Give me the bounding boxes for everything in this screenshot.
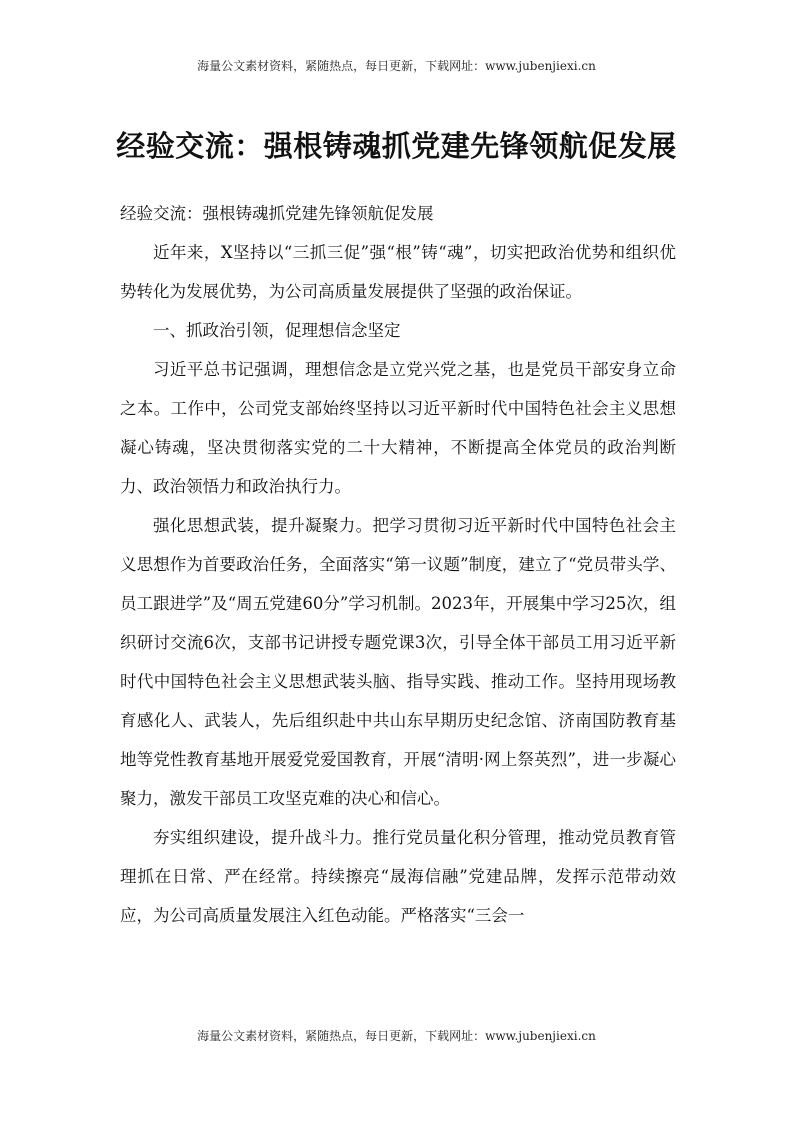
document-body: [120, 194, 676, 935]
page-header: 海量公文素材资料，紧随热点，每日更新，下载网址：www.jubenjiexi.cn: [197, 59, 596, 73]
body-paragraph: 近年来，X坚持以“三抓三促”强“根”铸“魂”，切实把政治优势和组织优势转化为发展优势，为公司高质量发展提供了坚强的政治保证。: [120, 243, 676, 301]
section-heading: 一、抓政治引领，促理想信念坚定: [153, 321, 401, 340]
document-title: 经验交流：强根铸魂抓党建先锋领航促发展: [116, 129, 677, 163]
body-paragraph: 夯实组织建设，提升战斗力。推行党员量化积分管理，推动党员教育管理抓在日常、严在经常。持续擦亮“晟海信融”党建品牌，发挥示范带动效应，为公司高质量发展注入红色动能。严格落实“三会一: [120, 828, 676, 925]
subtitle-paragraph: 经验交流：强根铸魂抓党建先锋领航促发展: [120, 204, 434, 223]
body-paragraph: 习近平总书记强调，理想信念是立党兴党之基，也是党员干部安身立命之本。工作中，公司党支部始终坚持以习近平新时代中国特色社会主义思想凝心铸魂，坚决贯彻落实党的二十大精神，不断提高全体党员的政治判断力、政治领悟力和政治执行力。: [120, 360, 676, 496]
page-footer: 海量公文素材资料，紧随热点，每日更新，下载网址：www.jubenjiexi.cn: [197, 1029, 596, 1043]
body-paragraph: 强化思想武装，提升凝聚力。把学习贯彻习近平新时代中国特色社会主义思想作为首要政治任务，全面落实“第一议题”制度，建立了“党员带头学、员工跟进学”及“周五党建60分”学习机制。2023年，开展集中学习25次，组织研讨交流6次，支部书记讲授专题党课3次，引导全体干部员工用习近平新时代中国特色社会主义思想武装头脑、指导实践、推动工作。坚持用现场教育感化人、武装人，先后组织赴中共山东早期历史纪念馆、济南国防教育基地等党性教育基地开展爱党爱国教育，开展“清明·网上祭英烈”，进一步凝心聚力，激发干部员工攻坚克难的决心和信心。: [120, 516, 676, 808]
